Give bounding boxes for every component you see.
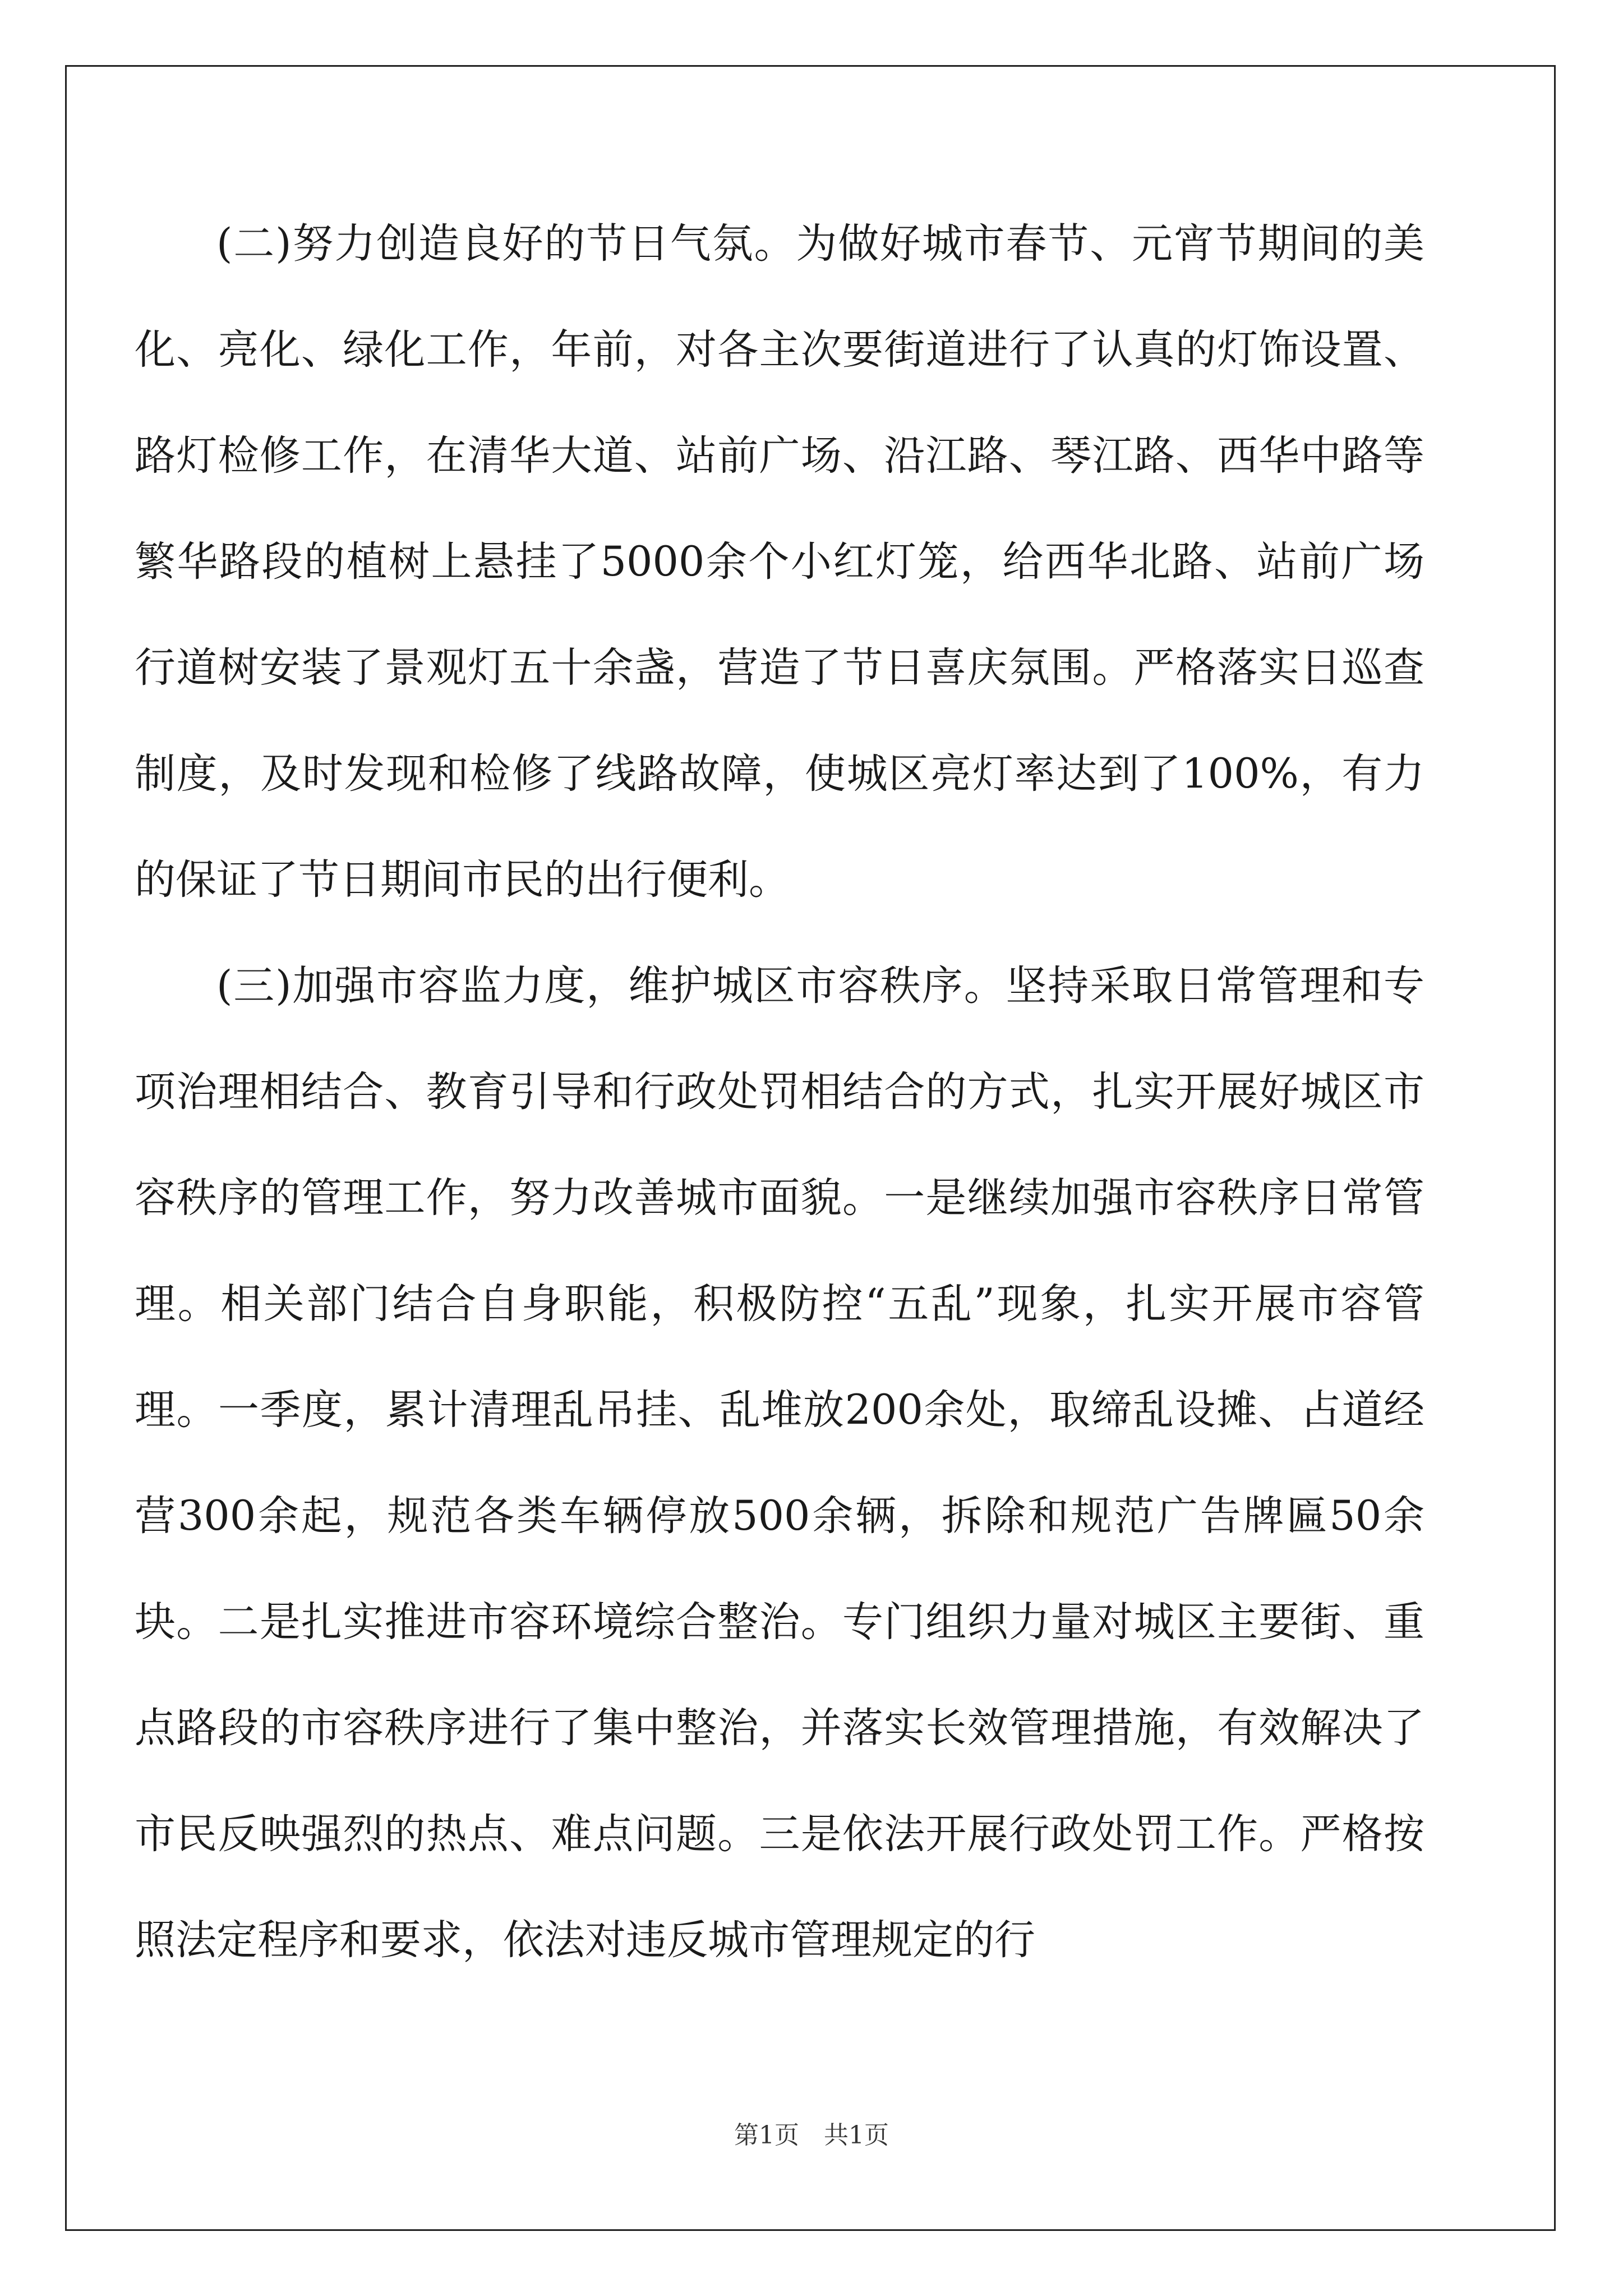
document-body xyxy=(135,191,1424,1993)
page-number: 第1页 共1页 xyxy=(734,2121,889,2150)
paragraph-city-appearance: (三)加强市容监力度，维护城区市容秩序。坚持采取日常管理和专项治理相结合、教育引导和行政处罚相结合的方式，扎实开展好城区市容秩序的管理工作，努力改善城市面貌。一是继续加强市容秩序日常管理。相关部门结合自身职能，积极防控“五乱”现象，扎实开展市容管理。一季度，累计清理乱吊挂、乱堆放200余处，取缔乱设摊、占道经营300余起，规范各类车辆停放500余辆，拆除和规范广告牌匾50余块。二是扎实推进市容环境综合整治。专门组织力量对城区主要街、重点路段的市容秩序进行了集中整治，并落实长效管理措施，有效解决了市民反映强烈的热点、难点问题。三是依法开展行政处罚工作。严格按照法定程序和要求，依法对违反城市管理规定的行 xyxy=(135,962,1424,1964)
paragraph-holiday-atmosphere: (二)努力创造良好的节日气氛。为做好城市春节、元宵节期间的美化、亮化、绿化工作，年前，对各主次要街道进行了认真的灯饰设置、路灯检修工作，在清华大道、站前广场、沿江路、琴江路、西华中路等繁华路段的植树上悬挂了5000余个小红灯笼，给西华北路、站前广场行道树安装了景观灯五十余盏，营造了节日喜庆氛围。严格落实日巡查制度，及时发现和检修了线路故障，使城区亮灯率达到了100%，有力的保证了节日期间市民的出行便利。 xyxy=(135,220,1424,904)
